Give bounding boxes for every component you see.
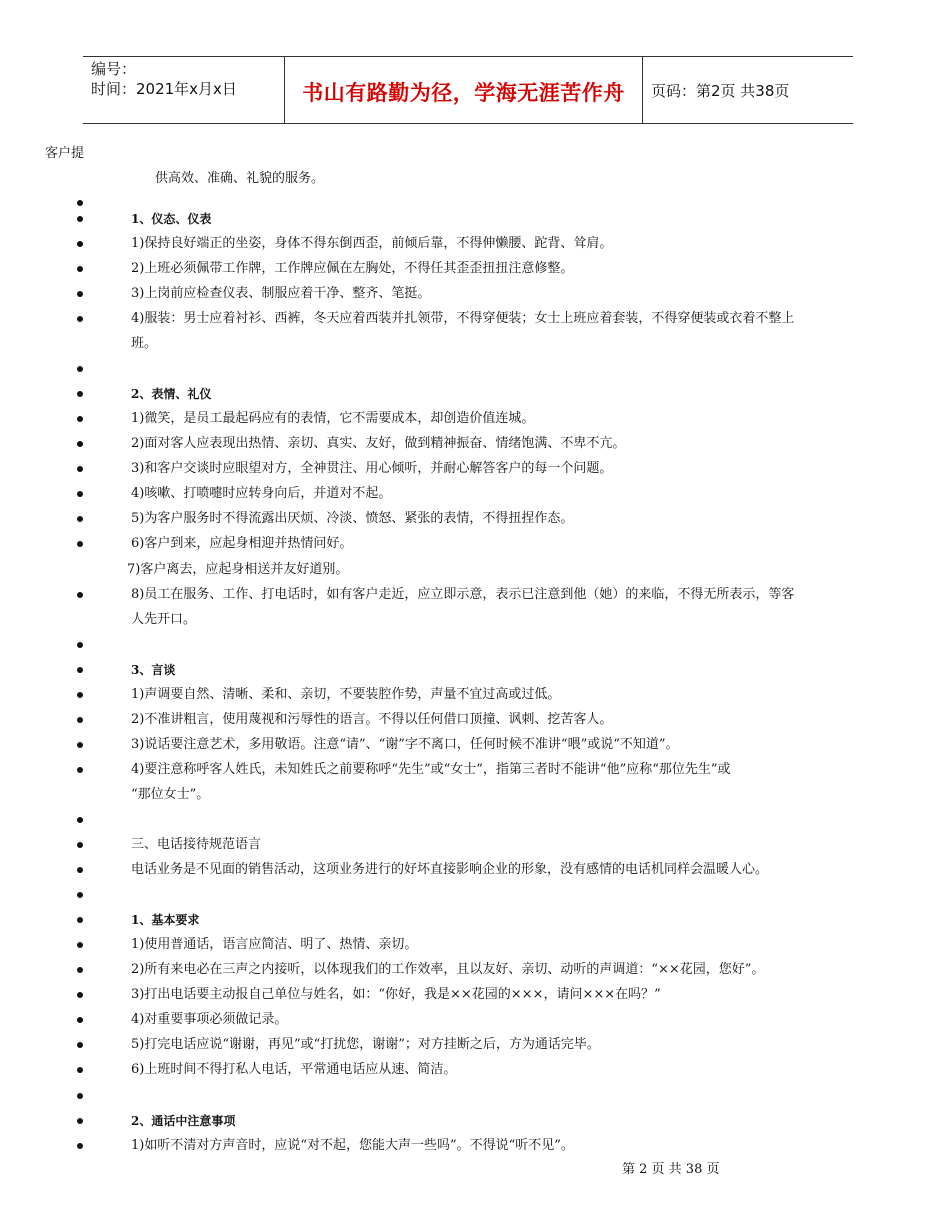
header-motto: 书山有路勤为径，学海无涯苦作舟 bbox=[302, 81, 625, 105]
header-meta bbox=[91, 59, 281, 99]
bullet-icon bbox=[77, 441, 83, 447]
text-line: 2)不准讲粗言，使用蔑视和污辱性的语言。不得以任何借口顶撞、讽刺、挖苦客人。 bbox=[131, 712, 613, 727]
page-footer: 第 2 页 共 38 页 bbox=[622, 1162, 720, 1177]
text-line: 5)打完电话应说“谢谢，再见”或“打扰您，谢谢”；对方挂断之后，方为通话完毕。 bbox=[131, 1037, 600, 1052]
bullet-icon bbox=[77, 541, 83, 547]
text-line: 6)客户到来，应起身相迎并热情问好。 bbox=[131, 536, 353, 551]
text-line: 1)如听不清对方声音时，应说“对不起，您能大声一些吗”。不得说“听不见”。 bbox=[131, 1138, 574, 1153]
bullet-icon bbox=[77, 742, 83, 748]
text-line: 2、表情、礼仪 bbox=[131, 387, 212, 401]
bullet-icon bbox=[77, 266, 83, 272]
text-line: 三、电话接待规范语言 bbox=[131, 837, 262, 852]
bullet-icon bbox=[77, 1067, 83, 1073]
text-line: 1)声调要自然、清晰、柔和、亲切，不要装腔作势，声量不宜过高或过低。 bbox=[131, 687, 561, 702]
text-line: 7)客户离去，应起身相送并友好道别。 bbox=[127, 562, 349, 577]
text-line: 2、通话中注意事项 bbox=[131, 1114, 236, 1128]
bullet-icon bbox=[77, 200, 83, 206]
bullet-icon bbox=[77, 216, 83, 222]
bullet-icon bbox=[77, 516, 83, 522]
text-line: 4)对重要事项必须做记录。 bbox=[131, 1012, 288, 1027]
bullet-icon bbox=[77, 842, 83, 848]
bullet-icon bbox=[77, 366, 83, 372]
bullet-icon bbox=[77, 967, 83, 973]
bullet-icon bbox=[77, 717, 83, 723]
bullet-icon bbox=[77, 767, 83, 773]
bullet-icon bbox=[77, 992, 83, 998]
bullet-icon bbox=[77, 667, 83, 673]
bullet-icon bbox=[77, 241, 83, 247]
text-line: 3)打出电话要主动报自己单位与姓名，如：“你好，我是××花园的×××，请问×××在吗？” bbox=[131, 987, 661, 1002]
bullet-icon bbox=[77, 466, 83, 472]
bullet-icon bbox=[77, 1042, 83, 1048]
text-line: 1)保持良好端正的坐姿，身体不得东倒西歪，前倾后靠，不得伸懒腰、跎背、耸肩。 bbox=[131, 236, 613, 251]
text-line: 5)为客户服务时不得流露出厌烦、冷淡、愤怒、紧张的表情，不得扭捏作态。 bbox=[131, 511, 574, 526]
text-line: 1)使用普通话，语言应简洁、明了、热情、亲切。 bbox=[131, 937, 418, 952]
text-line: 2)面对客人应表现出热情、亲切、真实、友好，做到精神振奋、情绪饱满、不卑不亢。 bbox=[131, 436, 626, 451]
bullet-icon bbox=[77, 692, 83, 698]
text-line: 3)和客户交谈时应眼望对方，全神贯注、用心倾听，并耐心解答客户的每一个问题。 bbox=[131, 461, 613, 476]
text-line: 电话业务是不见面的销售活动，这项业务进行的好坏直接影响企业的形象，没有感情的电话机同样会温暖人心。 bbox=[131, 862, 769, 877]
text-line: 8)员工在服务、工作、打电话时，如有客户走近，应立即示意，表示已注意到他（她）的来临，不得无所表示，等客 bbox=[131, 587, 795, 602]
header-page-label: 页码：第2页 共38页 bbox=[651, 82, 790, 100]
text-line: 4)要注意称呼客人姓氏，未知姓氏之前要称呼“先生”或“女士”，指第三者时不能讲“他”应称“那位先生”或 bbox=[131, 762, 731, 777]
text-line: 2)所有来电必在三声之内接听，以体现我们的工作效率，且以友好、亲切、动听的声调道：“××花园，您好”。 bbox=[131, 962, 765, 977]
bullet-icon bbox=[77, 942, 83, 948]
bullet-icon bbox=[77, 1093, 83, 1099]
text-line: 班。 bbox=[131, 336, 158, 351]
bullet-icon bbox=[77, 391, 83, 397]
text-line: 1、基本要求 bbox=[131, 913, 200, 927]
text-line: 供高效、准确、礼貌的服务。 bbox=[155, 171, 325, 186]
bullet-icon bbox=[77, 642, 83, 648]
text-line: 1)微笑，是员工最起码应有的表情，它不需要成本，却创造价值连城。 bbox=[131, 411, 535, 426]
page-header bbox=[83, 56, 853, 124]
bullet-icon bbox=[77, 491, 83, 497]
bullet-icon bbox=[77, 1017, 83, 1023]
bullet-icon bbox=[77, 592, 83, 598]
text-line: 客户提 bbox=[45, 146, 85, 161]
bullet-icon bbox=[77, 917, 83, 923]
text-line: 人先开口。 bbox=[131, 612, 197, 627]
bullet-icon bbox=[77, 1118, 83, 1124]
text-line: 2)上班必须佩带工作牌，工作牌应佩在左胸处，不得任其歪歪扭扭注意修整。 bbox=[131, 261, 574, 276]
doc-time-label: 时间：2021年x月x日 bbox=[91, 80, 237, 98]
doc-number-label: 编号： bbox=[91, 60, 137, 78]
bullet-icon bbox=[77, 316, 83, 322]
bullet-icon bbox=[77, 291, 83, 297]
text-line: “那位女士”。 bbox=[131, 787, 210, 802]
text-line: 1、仪态、仪表 bbox=[131, 212, 212, 226]
text-line: 3)上岗前应检查仪表、制服应着干净、整齐、笔挺。 bbox=[131, 286, 431, 301]
bullet-icon bbox=[77, 892, 83, 898]
bullet-icon bbox=[77, 867, 83, 873]
text-line: 3)说话要注意艺术，多用敬语。注意“请”、“谢”字不离口，任何时候不准讲“喂”或说“不知道”。 bbox=[131, 737, 679, 752]
bullet-icon bbox=[77, 817, 83, 823]
bullet-icon bbox=[77, 416, 83, 422]
text-line: 4)咳嗽、打喷嚏时应转身向后，并道对不起。 bbox=[131, 486, 392, 501]
header-divider bbox=[642, 57, 643, 123]
text-line: 6)上班时间不得打私人电话，平常通电话应从速、简洁。 bbox=[131, 1062, 457, 1077]
bullet-icon bbox=[77, 1143, 83, 1149]
text-line: 3、言谈 bbox=[131, 663, 176, 677]
text-line: 4)服装：男士应着衬衫、西裤，冬天应着西装并扎领带，不得穿便装；女士上班应着套装，不得穿便装或衣着不整上 bbox=[131, 311, 795, 326]
